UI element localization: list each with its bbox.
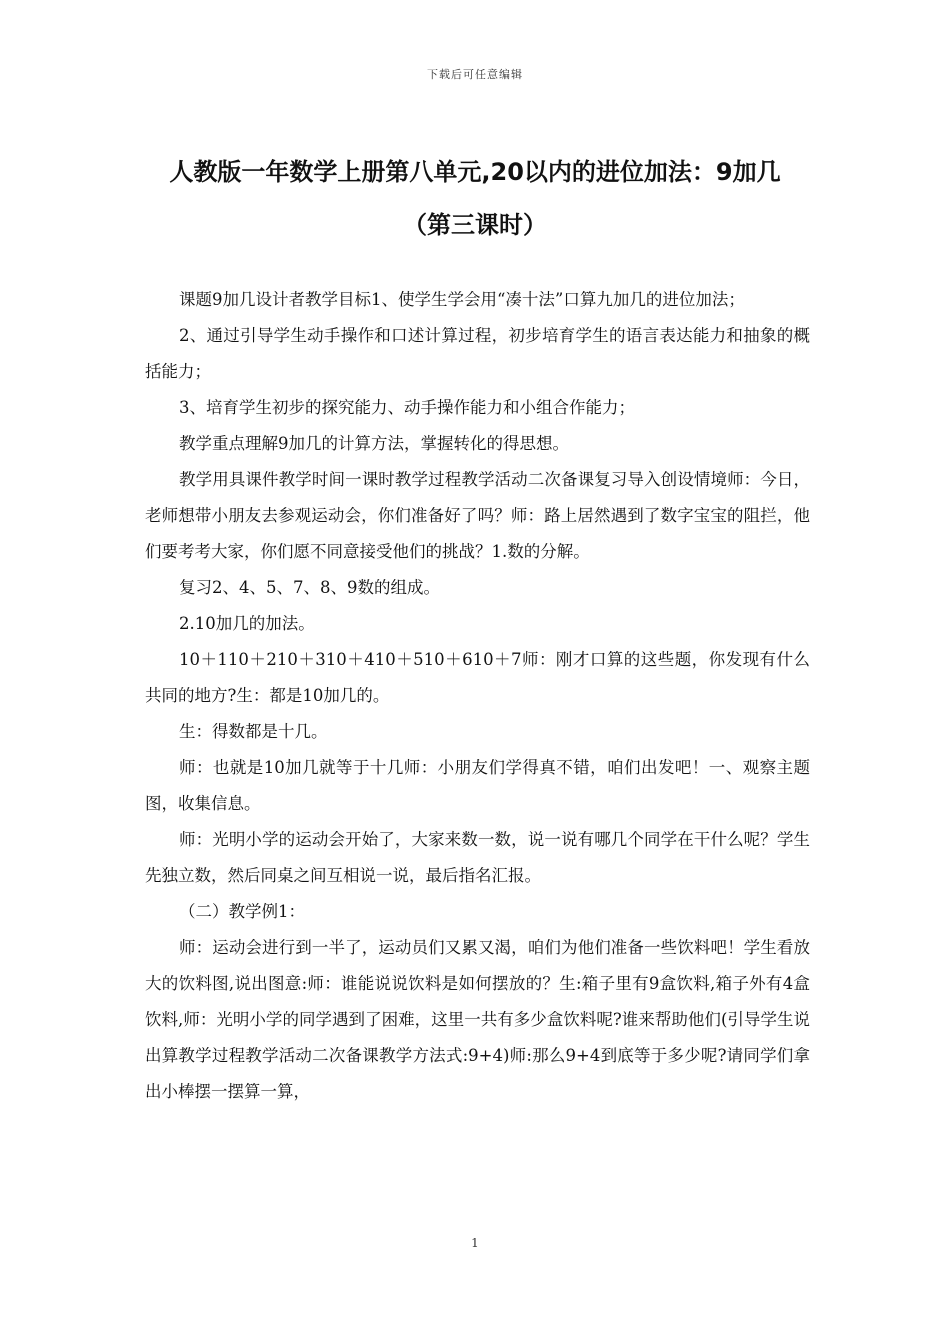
page-number: 1: [471, 1236, 479, 1250]
paragraph-observe: 师：也就是10加几就等于十几师：小朋友们学得真不错，咱们出发吧！一、观察主题图，收集信息。: [145, 758, 810, 813]
paragraph-teaching-process: 教学用具课件教学时间一课时教学过程教学活动二次备课复习导入创设情境师：今日，老师想带小朋友去参观运动会，你们准备好了吗？师：路上居然遇到了数字宝宝的阻拦，他们要考考大家，你们愿不同意接受他们的挑战？1.数的分解。: [145, 470, 810, 561]
paragraph-example-heading: （二）教学例1：: [179, 902, 305, 921]
paragraph-example-1: 师：运动会进行到一半了，运动员们又累又渴，咱们为他们准备一些饮料吧！学生看放大的饮料图,说出图意:师：谁能说说饮料是如何摆放的？生:箱子里有9盒饮料,箱子外有4盒饮料,师：光明小学的同学遇到了困难，这里一共有多少盒饮料呢?谁来帮助他们(引导学生说出算教学过程教学活动二次备课教学方法式:9+4)师:那么9+4到底等于多少呢?请同学们拿出小棒摆一摆算一算，: [145, 938, 810, 1101]
paragraph-sports-meet: 师：光明小学的运动会开始了，大家来数一数，说一说有哪几个同学在干什么呢？学生先独立数，然后同桌之间互相说一说，最后指名汇报。: [145, 830, 810, 885]
paragraph-review: 复习2、4、5、7、8、9数的组成。: [179, 578, 440, 597]
paragraph-ten-plus: 2.10加几的加法。: [179, 614, 315, 633]
paragraph-objective-1: 课题9加几设计者教学目标1、使学生学会用“凑十法”口算九加几的进位加法；: [179, 290, 745, 309]
paragraph-student-answer: 生：得数都是十几。: [179, 722, 328, 741]
paragraph-objective-2: 2、通过引导学生动手操作和口述计算过程，初步培育学生的语言表达能力和抽象的概括能力；: [145, 326, 810, 381]
document-subtitle: （第三课时）: [403, 211, 547, 239]
paragraph-key-point: 教学重点理解9加几的计算方法，掌握转化的得思想。: [179, 434, 569, 453]
document-body: [145, 282, 810, 1110]
header-note: 下载后可任意编辑: [427, 68, 523, 81]
paragraph-objective-3: 3、培育学生初步的探究能力、动手操作能力和小组合作能力；: [179, 398, 635, 417]
paragraph-mental-math: 10＋110＋210＋310＋410＋510＋610＋7师：刚才口算的这些题，你发现有什么共同的地方?生：都是10加几的。: [145, 650, 810, 705]
document-title: 人教版一年数学上册第八单元,20以内的进位加法：9加几: [169, 158, 781, 186]
